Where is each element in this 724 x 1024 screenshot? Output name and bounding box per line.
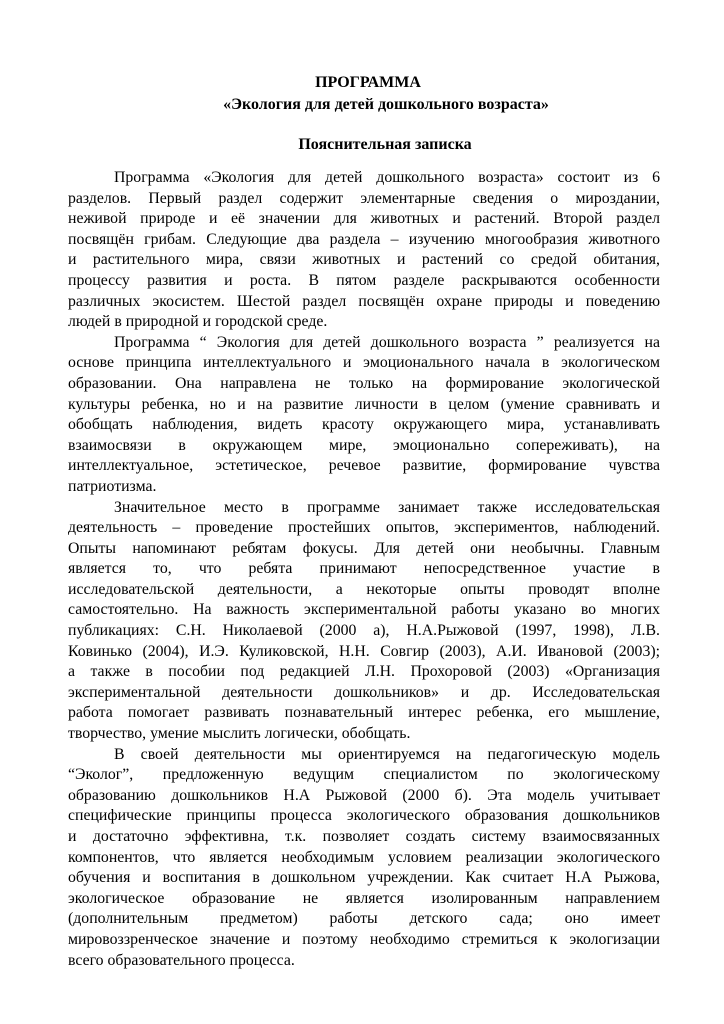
- paragraph-line: Ковинько (2004), И.Э. Куликовской, Н.Н. Совгир (2003), А.И. Ивановой (2003);: [68, 642, 660, 660]
- document-page: [68, 72, 660, 971]
- paragraph-line: неживой природе и её значении для животных и растений. Второй раздел: [68, 210, 660, 228]
- paragraph-1: [68, 168, 660, 333]
- paragraph-line: творчество, умение мыслить логически, обобщать.: [68, 725, 411, 743]
- paragraph-line: специфические принципы процесса экологического образования дошкольников: [68, 807, 660, 825]
- paragraph-line: “Эколог”, предложенную ведущим специалистом по экологическому: [68, 766, 660, 784]
- paragraph-line: Опыты напоминают ребятам фокусы. Для детей они необычны. Главным: [68, 539, 660, 557]
- paragraph-line: экологическое образование не является изолированным направлением: [68, 889, 660, 907]
- document-title: ПРОГРАММА: [315, 74, 421, 91]
- paragraph-line: и растительного мира, связи животных и растений со средой обитания,: [68, 251, 660, 269]
- paragraph-line: исследовательской деятельности, а некоторые опыты проводят вполне: [68, 580, 660, 598]
- paragraph-4: [68, 745, 660, 972]
- paragraph-line: В своей деятельности мы ориентируемся на педагогическую модель: [114, 745, 660, 763]
- paragraph-line: разделов. Первый раздел содержит элементарные сведения о мироздании,: [68, 189, 660, 207]
- paragraph-line: Программа “ Экология для детей дошкольного возраста ” реализуется на: [114, 333, 660, 351]
- paragraph-line: людей в природной и городской среде.: [68, 313, 328, 331]
- paragraph-line: патриотизма.: [68, 477, 157, 495]
- paragraph-line: и достаточно эффективна, т.к. позволяет создать систему взаимосвязанных: [68, 828, 660, 845]
- paragraph-line: образованию дошкольников Н.А Рыжовой (2000 б). Эта модель учитывает: [68, 786, 660, 804]
- paragraph-line: деятельность – проведение простейших опытов, экспериментов, наблюдений.: [68, 519, 660, 537]
- paragraph-3: [68, 498, 660, 745]
- paragraph-line: взаимосвязи в окружающем мире, эмоционально сопереживать), на: [68, 436, 660, 454]
- paragraph-line: процессу развития и роста. В пятом разделе раскрываются особенности: [68, 271, 660, 289]
- paragraph-line: различных экосистем. Шестой раздел посвящён охране природы и поведению: [68, 292, 660, 310]
- paragraph-line: экспериментальной деятельности дошкольников» и др. Исследовательская: [68, 683, 660, 701]
- paragraph-line: интеллектуальное, эстетическое, речевое развитие, формирование чувства: [68, 457, 660, 475]
- paragraph-2: [68, 333, 660, 498]
- section-heading: Пояснительная записка: [298, 136, 472, 153]
- paragraph-line: всего образовательного процесса.: [68, 951, 295, 969]
- paragraph-line: обучения и воспитания в дошкольном учреждении. Как считает Н.А Рыжова,: [68, 869, 660, 887]
- paragraph-line: культуры ребенка, но и на развитие личности в целом (умение сравнивать и: [68, 395, 660, 413]
- paragraph-line: Программа «Экология для детей дошкольного возраста» состоит из 6: [114, 169, 660, 186]
- paragraph-line: мировоззренческое значение и поэтому необходимо стремиться к экологизации: [68, 930, 660, 948]
- paragraph-line: компонентов, что является необходимым условием реализации экологического: [68, 848, 660, 866]
- paragraph-line: самостоятельно. На важность экспериментальной работы указано во многих: [68, 601, 660, 619]
- body-text: [68, 168, 660, 971]
- paragraph-line: обобщать наблюдения, видеть красоту окружающего мира, устанавливать: [68, 416, 660, 434]
- paragraph-line: является то, что ребята принимают непосредственное участие в: [68, 560, 660, 578]
- document-title-block: [68, 72, 660, 116]
- paragraph-line: посвящён грибам. Следующие два раздела – изучению многообразия животного: [68, 230, 660, 248]
- paragraph-line: образовании. Она направлена не только на формирование экологической: [68, 374, 660, 392]
- paragraph-line: публикациях: С.Н. Николаевой (2000 а), Н.А.Рыжовой (1997, 1998), Л.В.: [68, 622, 660, 640]
- document-subtitle: «Экология для детей дошкольного возраста»: [223, 96, 549, 113]
- paragraph-line: (дополнительным предметом) работы детского сада; оно имеет: [68, 910, 660, 928]
- paragraph-line: работа помогает развивать познавательный интерес ребенка, его мышление,: [68, 704, 660, 722]
- paragraph-line: Значительное место в программе занимает также исследовательская: [114, 498, 660, 516]
- paragraph-line: основе принципа интеллектуального и эмоционального начала в экологическом: [68, 354, 660, 372]
- paragraph-line: а также в пособии под редакцией Л.Н. Прохоровой (2003) «Организация: [68, 663, 660, 681]
